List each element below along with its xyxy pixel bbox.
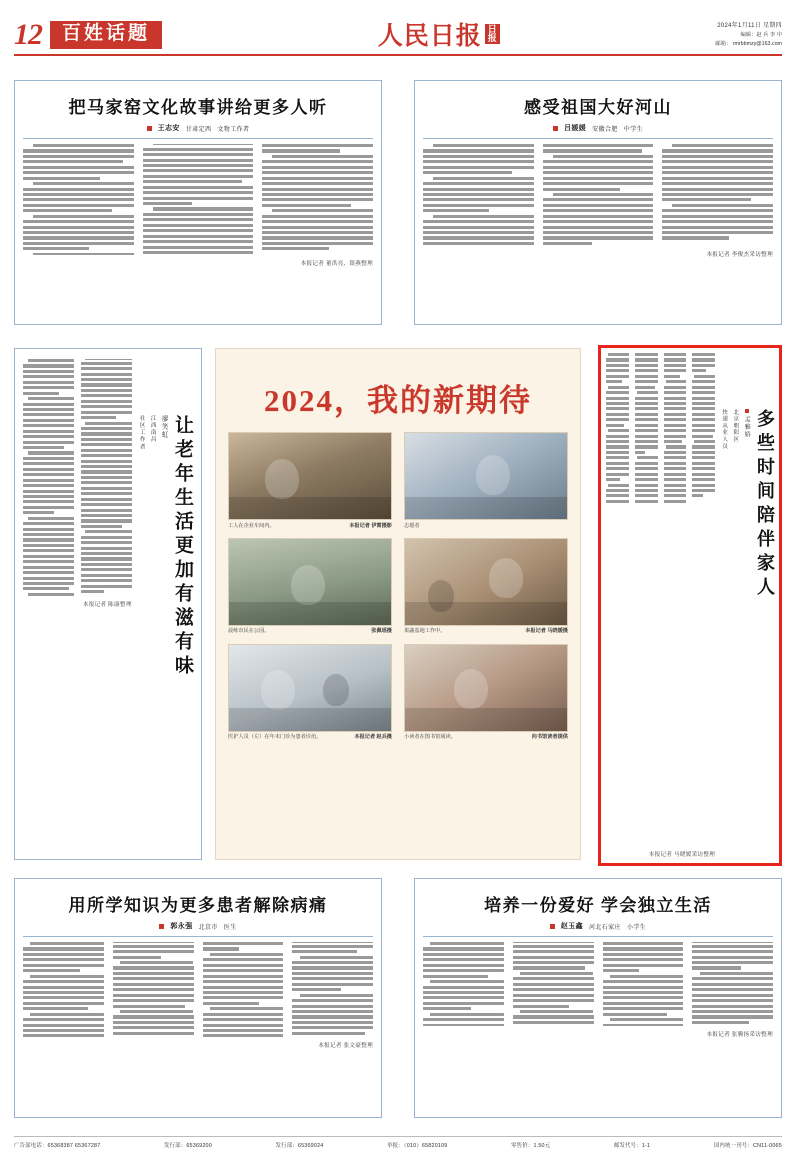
caption-credit: 本报记者 伊霄摄影 bbox=[349, 522, 392, 529]
divider bbox=[23, 138, 373, 139]
author-name: 吕媛媛 bbox=[563, 124, 587, 132]
article-mid-left-inner bbox=[23, 359, 193, 849]
photo-caption bbox=[228, 628, 392, 635]
author-name: 王志安 bbox=[157, 124, 180, 132]
author-name: 赵玉鑫 bbox=[560, 922, 583, 930]
photo-figure bbox=[476, 455, 510, 495]
footer-post-code: 邮发代号：1-1 bbox=[613, 1143, 651, 1149]
bullet-icon bbox=[550, 924, 555, 929]
photo-figure bbox=[291, 565, 325, 605]
article-top-left bbox=[14, 80, 382, 325]
photo-cell bbox=[228, 644, 392, 742]
footer-sales: 发行部：65369200 bbox=[164, 1143, 212, 1149]
article-bottom-left bbox=[14, 878, 382, 1118]
feature-panel bbox=[215, 348, 581, 860]
section-badge: 百姓话题 bbox=[50, 21, 162, 49]
article-body bbox=[23, 942, 373, 1037]
photo-image bbox=[228, 432, 392, 520]
article-byline bbox=[423, 123, 773, 133]
footer-price: 零售价：1.50元 bbox=[511, 1143, 551, 1149]
highlighted-article bbox=[606, 353, 774, 858]
article-credit: 本报记者 马晓媛采访整理 bbox=[648, 852, 716, 858]
caption-text: 志愿者 bbox=[404, 522, 420, 529]
author-role-region: 江西南昌 bbox=[149, 415, 156, 444]
author-name: 孟雅娇 bbox=[743, 416, 751, 439]
photo-image bbox=[228, 538, 392, 626]
paper-logo-wrap bbox=[378, 16, 500, 54]
page-footer bbox=[14, 1136, 782, 1149]
photo-foreground bbox=[405, 602, 567, 624]
footer-issn: 国内统一刊号：CN11-0065 bbox=[713, 1143, 782, 1149]
photo-cell bbox=[404, 644, 568, 742]
author-name: 郭永强 bbox=[170, 922, 193, 930]
photo-caption bbox=[228, 734, 392, 741]
photo-cell bbox=[228, 432, 392, 530]
author-role-job: 中学生 bbox=[623, 126, 643, 133]
divider bbox=[423, 936, 773, 937]
article-body bbox=[423, 144, 773, 246]
bullet-icon bbox=[147, 126, 152, 131]
divider bbox=[23, 936, 373, 937]
photo-foreground bbox=[405, 497, 567, 519]
caption-credit: 本报记者 马晓媛摄 bbox=[525, 628, 568, 635]
author-role-region: 安徽合肥 bbox=[592, 126, 618, 133]
article-title: 感受祖国大好河山 bbox=[524, 98, 672, 117]
bullet-icon bbox=[745, 409, 749, 413]
photo-foreground bbox=[229, 708, 391, 730]
article-bottom-right bbox=[414, 878, 782, 1118]
masthead-left bbox=[14, 20, 162, 54]
article-byline bbox=[23, 921, 373, 931]
article-body-wrap bbox=[606, 353, 715, 858]
photo-image bbox=[228, 644, 392, 732]
author-role-job: 医生 bbox=[223, 924, 237, 931]
masthead bbox=[14, 10, 782, 56]
article-body bbox=[423, 942, 773, 1026]
author-role-job: 快递从业人员 bbox=[721, 409, 728, 450]
article-title: 让老年生活更加有滋有味 bbox=[172, 415, 193, 679]
photo-figure bbox=[261, 670, 295, 710]
article-byline bbox=[423, 921, 773, 931]
divider bbox=[423, 138, 773, 139]
article-title: 用所学知识为更多患者解除病痛 bbox=[68, 896, 328, 915]
photo-caption bbox=[404, 628, 568, 635]
email-line: 邮箱： rmrbbmzy@163.com bbox=[715, 41, 782, 47]
photo-foreground bbox=[229, 497, 391, 519]
vertical-heading-group bbox=[720, 353, 774, 858]
footer-ad-phone: 广告部电话：65368387 65367287 bbox=[14, 1143, 101, 1149]
article-credit: 本报记者 张腾扬采访整理 bbox=[706, 1032, 773, 1039]
caption-text: 果蔬基地工作中。 bbox=[404, 628, 446, 635]
bullet-icon bbox=[159, 924, 164, 929]
article-title: 多些时间陪伴家人 bbox=[755, 409, 775, 601]
author-role-region: 北京朝阳区 bbox=[732, 409, 739, 443]
article-credit: 本报记者 李俊杰采访整理 bbox=[706, 251, 773, 258]
article-body-wrap bbox=[23, 359, 132, 849]
caption-text: 晨练市民在公园。 bbox=[228, 628, 270, 635]
photo-image bbox=[404, 538, 568, 626]
photo-figure bbox=[489, 558, 523, 598]
article-byline bbox=[742, 409, 751, 439]
caption-text: 小读者在图书馆阅读。 bbox=[404, 734, 456, 741]
paper-logo-stamp: 日报 bbox=[485, 24, 500, 45]
feature-title: 2024，我的新期待 bbox=[264, 383, 532, 418]
photo-figure-secondary bbox=[323, 674, 349, 706]
author-role-region: 甘肃定西 bbox=[185, 126, 212, 133]
caption-credit: 向书馆读者提供 bbox=[531, 734, 568, 741]
caption-text: 工人在企业车间内。 bbox=[228, 522, 275, 529]
article-title: 把马家窑文化故事讲给更多人听 bbox=[68, 98, 328, 117]
page-number: 12 bbox=[14, 18, 42, 51]
footer-report: 举报：（010）65820109 bbox=[387, 1143, 448, 1149]
author-role-job: 社区工作者 bbox=[138, 415, 145, 451]
caption-text: 医护人员（左）在年末门诊为患者诊治。 bbox=[228, 734, 322, 741]
article-title: 培养一份爱好 学会独立生活 bbox=[484, 896, 712, 915]
vertical-heading-group bbox=[138, 359, 193, 849]
photo-foreground bbox=[405, 708, 567, 730]
article-body bbox=[23, 359, 132, 596]
article-mid-left bbox=[14, 348, 202, 860]
photo-caption bbox=[228, 523, 392, 530]
article-credit: 本报记者 张文豪整理 bbox=[318, 1043, 373, 1050]
caption-credit: 张佩瑶摄 bbox=[371, 628, 392, 635]
feature-photo-grid bbox=[228, 432, 568, 741]
paper-logo-text: 人民日报 bbox=[377, 23, 482, 50]
article-credit: 本报记者 陈康整理 bbox=[82, 601, 132, 608]
photo-figure bbox=[265, 459, 299, 499]
photo-cell bbox=[404, 432, 568, 530]
photo-caption bbox=[404, 734, 568, 741]
masthead-meta bbox=[715, 21, 782, 54]
photo-image bbox=[404, 432, 568, 520]
photo-caption bbox=[404, 523, 568, 530]
author-name: 廖笑虹 bbox=[160, 415, 168, 439]
photo-image bbox=[404, 644, 568, 732]
author-role-job: 小学生 bbox=[627, 924, 647, 931]
article-credit: 本报记者 董洪亮、银燕整理 bbox=[300, 260, 373, 267]
caption-credit: 本报记者 赵兵摄 bbox=[354, 734, 392, 741]
paper-logo bbox=[378, 16, 500, 52]
author-role-region: 河北石家庄 bbox=[588, 924, 621, 931]
editor-line: 编辑：赵 兵 李 中 bbox=[740, 32, 782, 38]
photo-figure bbox=[454, 669, 488, 709]
article-top-right bbox=[414, 80, 782, 325]
bullet-icon bbox=[553, 126, 558, 131]
article-body bbox=[23, 144, 373, 255]
article-byline bbox=[23, 123, 373, 133]
footer-distribution: 发行部：65369024 bbox=[275, 1143, 324, 1149]
photo-foreground bbox=[229, 602, 391, 624]
article-body bbox=[606, 353, 715, 846]
article-byline bbox=[160, 415, 169, 849]
photo-cell bbox=[228, 538, 392, 636]
author-role-job: 文物工作者 bbox=[217, 126, 250, 133]
issue-date: 2024年1月11日 星期四 bbox=[717, 22, 782, 29]
author-role-region: 北京市 bbox=[198, 924, 218, 931]
highlighted-article-box bbox=[598, 345, 782, 866]
photo-cell bbox=[404, 538, 568, 636]
